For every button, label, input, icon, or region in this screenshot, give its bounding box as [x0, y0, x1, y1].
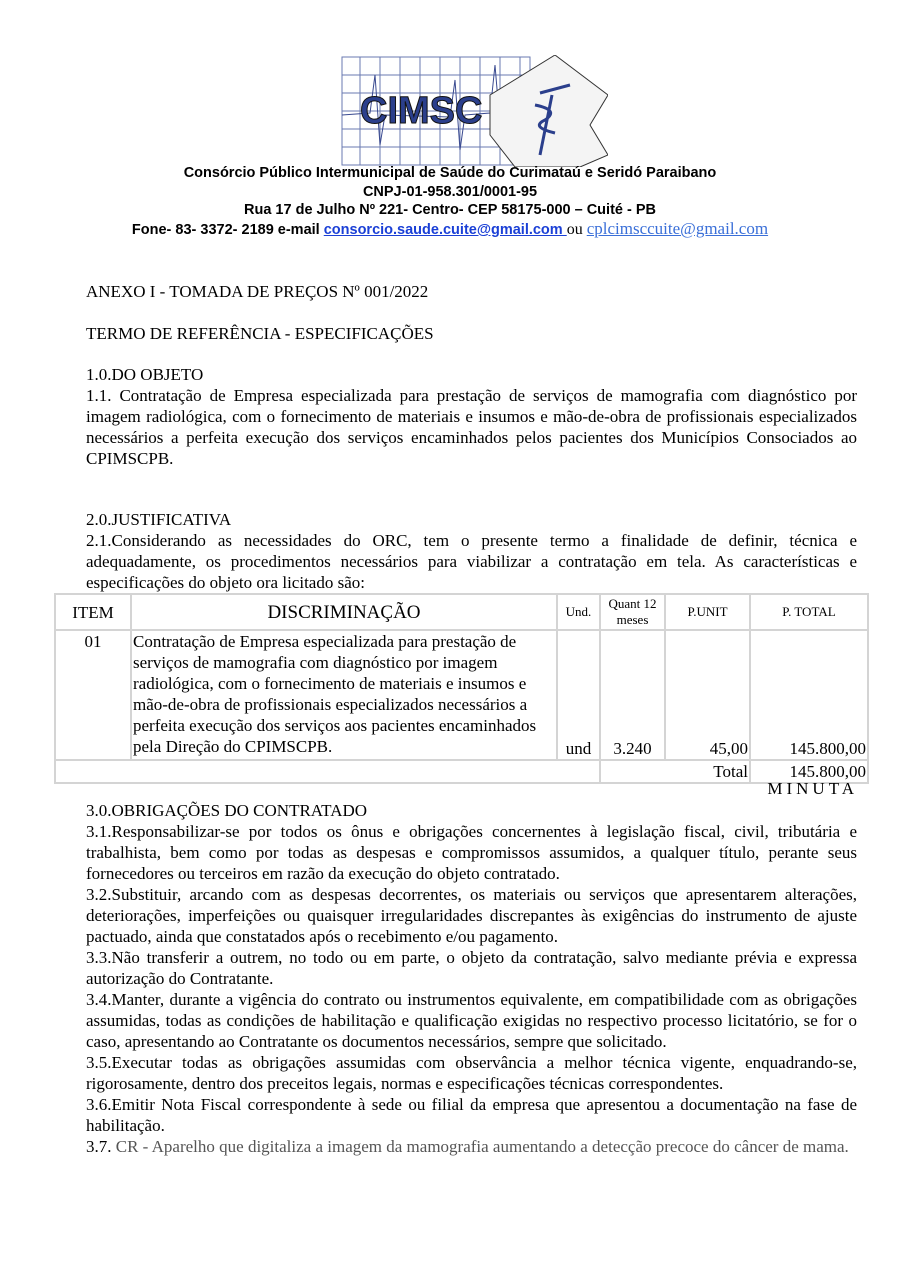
- clause-3-3: 3.3.Não transferir a outrem, no todo ou em parte, o objeto da contratação, salvo mediante prévia e expressa autorização do Contratante.: [86, 948, 857, 988]
- cnpj: CNPJ-01-958.301/0001-95: [362, 184, 538, 200]
- header-und: Und.: [557, 594, 600, 630]
- section-3: [86, 800, 857, 1157]
- cimsc-logo: [340, 55, 608, 167]
- total-label: Total: [600, 760, 750, 783]
- clause-3-7-number: 3.7.: [86, 1137, 112, 1156]
- header-unit: P.UNIT: [665, 594, 750, 630]
- row-und: und: [557, 630, 600, 760]
- section-3-title: 3.0.OBRIGAÇÕES DO CONTRATADO: [86, 801, 368, 820]
- row-unit: 45,00: [665, 630, 750, 760]
- clause-3-2: 3.2.Substituir, arcando com as despesas decorrentes, os materiais ou serviços que apresentarem alterações, deteriorações, imperfeições ou quaisquer irregularidades discrepantes às exigências do instrumento de ajuste pactuado, ainda que constatados após o recebimento e/ou pagamento.: [86, 885, 857, 946]
- term-title: TERMO DE REFERÊNCIA - ESPECIFICAÇÕES: [86, 324, 434, 343]
- section-1: [86, 364, 857, 469]
- clause-3-7: [86, 1136, 857, 1157]
- address: Rua 17 de Julho Nº 221- Centro- CEP 58175-000 – Cuité - PB: [244, 202, 656, 218]
- header-desc: DISCRIMINAÇÃO: [131, 594, 557, 630]
- email-link-1[interactable]: consorcio.saude.cuite@gmail.com: [323, 222, 567, 238]
- header-qty: Quant 12 meses: [600, 594, 665, 630]
- section-2: [86, 509, 857, 593]
- clause-3-6: 3.6.Emitir Nota Fiscal correspondente à sede ou filial da empresa que apresentou a documentação na fase de habilitação.: [86, 1095, 857, 1135]
- contact-line: [0, 219, 900, 240]
- section-2-title: 2.0.JUSTIFICATIVA: [86, 510, 232, 529]
- phone: Fone- 83- 3372- 2189 e-mail: [131, 222, 324, 238]
- section-1-title: 1.0.DO OBJETO: [86, 365, 204, 384]
- table-row: [55, 630, 868, 760]
- total-spacer: [55, 760, 600, 783]
- annex-title: ANEXO I - TOMADA DE PREÇOS Nº 001/2022: [86, 282, 429, 301]
- or-text: ou: [566, 221, 587, 238]
- row-qty: 3.240: [600, 630, 665, 760]
- total-value: 145.800,00: [750, 760, 868, 783]
- svg-text:CIMSC: CIMSC: [360, 90, 483, 132]
- items-table: [54, 593, 869, 784]
- org-name: Consórcio Público Intermunicipal de Saúde do Curimataú e Seridó Paraibano: [183, 165, 717, 181]
- clause-1-1: 1.1. Contratação de Empresa especializada para prestação de serviços de mamografia com diagnóstico por imagem radiológica, com o fornecimento de materiais e insumos e mão-de-obra de profissionais especializados necessários a perfeita execução dos serviços encaminhados pelos pacientes dos Municípios Consociados ao CPIMSCPB.: [86, 386, 857, 468]
- clause-3-7-text: CR - Aparelho que digitaliza a imagem da mamografia aumentando a detecção precoce do câncer de mama.: [111, 1137, 849, 1156]
- email-link-2[interactable]: cplcimsccuite@gmail.com: [586, 219, 769, 238]
- clause-3-5: 3.5.Executar todas as obrigações assumidas com observância a melhor técnica vigente, enquadrando-se, rigorosamente, dentro dos preceitos legais, normas e especificações técnicas correspondentes.: [86, 1053, 857, 1093]
- row-item: 01: [55, 630, 131, 760]
- clause-3-1: 3.1.Responsabilizar-se por todos os ônus e obrigações concernentes à legislação fiscal, civil, tributária e trabalhista, bem como por todas as despesas e compromissos assumidos, a qualquer título, perante seus fornecedores ou terceiros em razão da execução do objeto contratado.: [86, 822, 857, 883]
- header-total: P. TOTAL: [750, 594, 868, 630]
- row-desc: Contratação de Empresa especializada para prestação de serviços de mamografia com diagnóstico por imagem radiológica, com o fornecimento de materiais e insumos e mão-de-obra de profissionais especializados necessários a perfeita execução dos serviços aos pacientes encaminhados pela Direção do CPIMSCPB.: [131, 630, 557, 760]
- clause-3-4: 3.4.Manter, durante a vigência do contrato ou instrumentos equivalente, em compatibilidade com as obrigações assumidas, todas as condições de habilitação e qualificação exigidas no respectivo processo licitatório, se for o caso, apresentando ao Contratante os documentos necessários, sempre que solicitado.: [86, 990, 857, 1051]
- header-item: ITEM: [55, 594, 131, 630]
- minuta-watermark: MINUTA: [767, 779, 858, 798]
- row-total: 145.800,00: [750, 630, 868, 760]
- clause-2-1: 2.1.Considerando as necessidades do ORC, tem o presente termo a finalidade de definir, técnica e adequadamente, os procedimentos necessários para viabilizar a contratação em tela. As características e especificações do objeto ora licitado são:: [86, 531, 857, 592]
